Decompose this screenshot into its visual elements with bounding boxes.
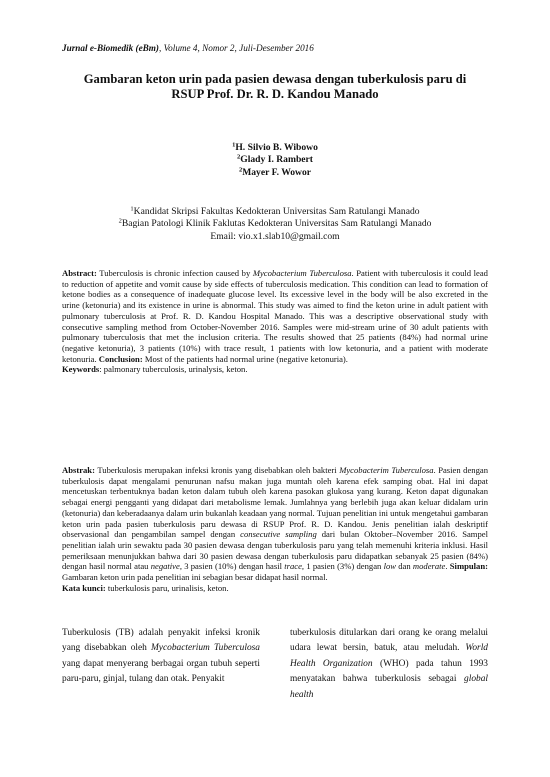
body-text: (WHO) pada tahun 1993 menyatakan bahwa tuberkulosis sebagai <box>290 658 488 685</box>
kata-kunci-label: Kata kunci: <box>62 582 106 593</box>
body-column-left <box>62 626 260 688</box>
italic-term: trace, <box>284 561 305 572</box>
italic-term: negative <box>150 561 180 572</box>
abstrak-body <box>62 465 488 583</box>
author-name: Glady I. Rambert <box>240 154 313 166</box>
abstrak-text: 1 pasien (3%) dengan <box>304 561 384 572</box>
italic-term: global health <box>290 674 488 700</box>
body-column-right <box>290 626 488 703</box>
author <box>62 167 488 179</box>
abstract-indonesian <box>62 465 488 594</box>
author-name: H. Silvio B. Wibowo <box>235 142 318 153</box>
italic-term: consecutive sampling <box>240 529 317 540</box>
italic-term: World Health Organization <box>290 643 488 669</box>
title-line-2: RSUP Prof. Dr. R. D. Kandou Manado <box>171 87 379 101</box>
organism-name: Mycobacterim Tuberculosa <box>339 465 434 475</box>
author <box>62 142 488 154</box>
keywords <box>62 364 488 375</box>
abstract-text: Tuberculosis is chronic infection caused by <box>96 268 253 278</box>
affiliation-text: Kandidat Skripsi Fakultas Kedokteran Universitas Sam Ratulangi Manado <box>133 206 420 217</box>
journal-header <box>62 43 314 53</box>
affiliation <box>62 206 488 218</box>
italic-term: moderate <box>412 561 446 572</box>
paper-title <box>62 72 488 102</box>
affiliation-text: Bagian Patologi Klinik Faklutas Kedokteran Universitas Sam Ratulangi Manado <box>121 218 432 230</box>
author-affil-mark: 1 <box>232 141 236 149</box>
abstrak-label: Abstrak: <box>62 465 95 475</box>
conclusion-label: Conclusion: <box>98 353 143 364</box>
keywords-label: Keywords <box>62 364 100 375</box>
abstract-text: . Patient with tuberculosis it could lead to reduction of appetite and vomit cause by side effects of tuberculosis medication. This condition can lead to formation of ketone bodies as a consequence of inadequate glucose level. Its excessive level in the body will be also excreted in the urine (ketonuria) and its existence in urine is abnormal. This study was aimed to find the keton urine in adult patient with pulmonary tuberculosis at Prof. R. D. Kandou Hospital Manado. This was a descriptive observational study with consecutive sampling method from October-November 2016. Samples were mid-stream urine of 30 adult patients with pulmonary tuberculosis that met the inclusion criteria. The results showed that 25 patients (84%) had normal urine (negative ketonuria), 3 patients (10%) with trace result, 1 patients with low ketonuria, and a patient with moderate ketonuria. <box>62 268 488 364</box>
body-text: Tuberkulosis (TB) adalah penyakit infeksi kronik yang disebabkan oleh <box>62 628 260 654</box>
body-paragraph <box>290 626 488 703</box>
abstrak-text: , 3 pasien (10%) dengan hasil <box>179 561 285 572</box>
organism-name: Mycobacterium Tuberculosa <box>252 268 352 278</box>
affiliation-mark: 1 <box>130 205 134 213</box>
organism-name: Mycobacterium Tuberculosa <box>151 643 260 654</box>
simpulan-text: Gambaran keton urin pada penelitian ini sebagian besar didapat hasil normal. <box>62 572 328 583</box>
simpulan-label: Simpulan: <box>449 561 488 572</box>
journal-volume: , Volume 4, Nomor 2, Juli-Desember 2016 <box>158 43 314 53</box>
affiliations <box>62 206 488 243</box>
abstrak-text: dan <box>395 561 413 572</box>
body-text: tuberkulosis ditularkan dari orang ke orang melalui udara lewat bersin, batuk, atau meludah. <box>290 628 488 654</box>
italic-term: low <box>383 561 396 572</box>
email: Email: vio.x1.slab10@gmail.com <box>210 230 340 242</box>
affiliation-mark: 2 <box>118 217 122 225</box>
conclusion-text: Most of the patients had normal urine (negative ketonuria). <box>142 353 348 364</box>
kata-kunci <box>62 583 488 594</box>
journal-name: Jurnal e-Biomedik (eBm) <box>62 43 159 53</box>
abstrak-text: . <box>445 561 450 572</box>
body-paragraph <box>62 626 260 688</box>
abstrak-text: Tuberkulosis merupakan infeksi kronis yang disebabkan oleh bakteri <box>94 465 340 475</box>
abstract-english <box>62 268 488 375</box>
title-line-1: Gambaran keton urin pada pasien dewasa dengan tuberkulosis paru di <box>83 72 467 86</box>
author-affil-mark: 2 <box>237 153 241 161</box>
kata-kunci-text: tuberkulosis paru, urinalisis, keton. <box>105 582 229 593</box>
keywords-text: : palmonary tuberculosis, urinalysis, keton. <box>99 364 248 375</box>
affiliation <box>62 218 488 230</box>
abstrak-text: dari bulan Oktober–November 2016. Sampel penelitian ialah urin sewaktu pada 30 pasien dewasa dengan tuberkulosis paru yang telah memenuhi kriteria inklusi. Hasil pemeriksaan menunjukkan bahwa dari 30 pasien dewasa dengan tuberkulosis paru didapatkan sebanyak 25 pasien (84%) dengan hasil normal atau <box>62 529 488 572</box>
abstrak-text: . Pasien dengan tuberkulosis dapat mengalami penurunan nafsu makan juga muntah oleh karena efek samping obat. Hal ini dapat mencetuskan terbentuknya badan keton dalam tubuh oleh karena pasokan glukosa yang kurang. Keton dapat digunakan sebagai energi pengganti yang didapat dari metabolisme lemak. Jumlahnya yang berlebih juga akan keluar didalam urin (ketonuria) dan keberadaanya dalam urin bukanlah keadaan yang normal. Tujuan penelitian ini untuk mengetahui gambaran keton urin pada pasien tuberkulosis paru dewasa di RSUP Prof. R. D. Kandou. Jenis penelitian ialah deskriptif observasional dan pengambilan sampel dengan <box>62 465 488 540</box>
abstract-label: Abstract: <box>62 268 97 278</box>
abstract-body <box>62 268 488 364</box>
author-affil-mark: 2 <box>238 166 243 174</box>
author-list <box>62 142 488 179</box>
body-text: yang dapat menyerang berbagai organ tubuh seperti paru-paru, ginjal, tulang dan otak. Penyakit <box>62 658 260 685</box>
author <box>62 154 488 166</box>
author-name: Mayer F. Wowor <box>242 166 312 178</box>
